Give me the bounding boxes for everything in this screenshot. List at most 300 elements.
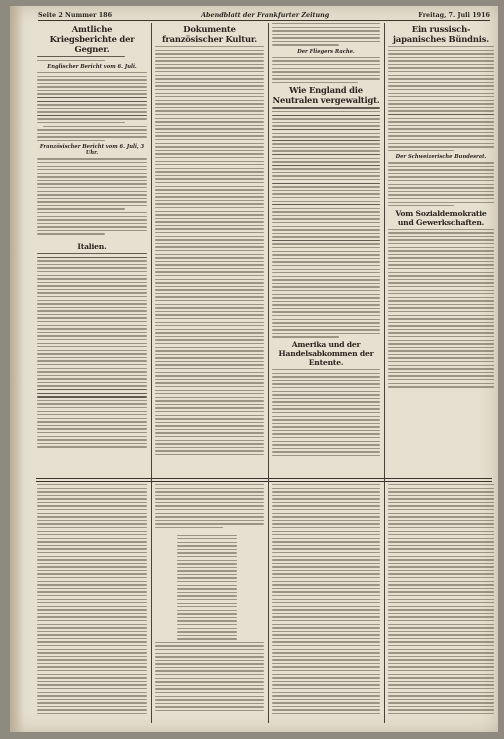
text-line	[388, 652, 494, 653]
text-line	[155, 368, 264, 369]
text-line	[155, 246, 264, 247]
text-line	[177, 560, 237, 561]
text-line	[37, 307, 147, 308]
text-line	[155, 495, 264, 496]
text-line	[155, 379, 264, 380]
text-line	[155, 168, 264, 169]
text-line	[177, 603, 237, 604]
text-line	[155, 228, 264, 229]
text-line	[177, 574, 237, 575]
text-line	[388, 383, 494, 384]
text-line	[388, 659, 494, 660]
text-line	[37, 520, 147, 521]
text-line	[388, 118, 494, 119]
feuilleton-rule	[36, 478, 492, 479]
text-line	[272, 186, 380, 187]
text-line	[272, 398, 380, 399]
text-line	[37, 609, 147, 610]
masthead: Abendblatt der Frankfurter Zeitung	[201, 10, 330, 19]
text-line	[388, 616, 494, 617]
text-line	[37, 219, 147, 220]
text-line	[37, 699, 147, 700]
text-line	[272, 627, 380, 628]
text-line	[388, 100, 494, 101]
text-line	[155, 516, 264, 517]
text-line	[388, 545, 494, 546]
text-line	[155, 286, 264, 287]
text-line	[155, 196, 264, 197]
text-line	[37, 72, 147, 73]
text-line	[272, 111, 380, 112]
text-line	[37, 439, 147, 440]
text-line	[37, 681, 147, 682]
text-line	[388, 340, 494, 341]
text-line	[388, 279, 494, 280]
text-line	[388, 372, 494, 373]
text-line	[272, 336, 339, 337]
text-line	[155, 211, 264, 212]
text-line	[37, 233, 105, 234]
text-line	[155, 157, 264, 158]
text-line	[155, 100, 264, 101]
text-line	[37, 79, 147, 80]
text-line	[388, 229, 494, 230]
text-line	[155, 200, 264, 201]
text-line	[388, 570, 494, 571]
text-line	[155, 505, 264, 506]
column-rule	[151, 23, 152, 723]
text-line	[388, 368, 494, 369]
text-line	[155, 57, 264, 58]
text-line	[272, 290, 380, 291]
text-line	[272, 588, 380, 589]
text-line	[388, 663, 494, 664]
text-line	[37, 432, 147, 433]
text-line	[37, 216, 147, 217]
text-line	[388, 103, 494, 104]
text-line	[37, 183, 147, 184]
text-line	[388, 169, 494, 170]
text-line	[272, 208, 380, 209]
text-line	[388, 588, 494, 589]
text-line	[37, 663, 147, 664]
text-line	[272, 383, 380, 384]
date: Freitag, 7. Juli 1916	[418, 10, 490, 19]
text-line	[37, 677, 147, 678]
text-line	[155, 523, 264, 524]
text-line	[37, 289, 147, 290]
text-line	[272, 154, 380, 155]
text-line	[388, 692, 494, 693]
text-line	[155, 135, 264, 136]
text-line	[37, 411, 147, 412]
text-line	[388, 268, 494, 269]
text-line	[37, 275, 147, 276]
text-line	[37, 325, 147, 326]
text-line	[155, 325, 264, 326]
text-line	[388, 613, 494, 614]
text-line	[388, 60, 494, 61]
text-line	[388, 135, 494, 136]
text-line	[155, 143, 264, 144]
text-line	[37, 385, 147, 386]
text-line	[388, 602, 494, 603]
text-line	[272, 663, 380, 664]
text-line	[272, 243, 380, 244]
text-line	[155, 311, 264, 312]
text-line	[155, 397, 264, 398]
col1-heading: Amtliche Kriegsberichte der Gegner.	[49, 24, 135, 54]
text-line	[272, 315, 380, 316]
text-line	[37, 198, 147, 199]
text-line	[388, 162, 494, 163]
text-line	[37, 613, 147, 614]
text-line	[388, 620, 494, 621]
text-line	[388, 205, 454, 206]
text-line	[37, 223, 147, 224]
text-line	[272, 599, 380, 600]
text-line	[272, 165, 380, 166]
text-line	[388, 523, 494, 524]
text-line	[37, 638, 147, 639]
text-line	[155, 404, 264, 405]
text-line	[388, 656, 494, 657]
text-line	[388, 559, 494, 560]
text-line	[388, 498, 494, 499]
text-line	[388, 666, 494, 667]
text-line	[272, 276, 380, 277]
text-line	[388, 365, 494, 366]
text-line	[37, 83, 147, 84]
col2-heading: Dokumente französischer Kultur.	[161, 24, 257, 44]
text-line	[272, 695, 380, 696]
text-line	[272, 34, 380, 35]
text-line	[388, 584, 494, 585]
text-line	[37, 645, 147, 646]
text-line	[388, 591, 494, 592]
text-line	[155, 132, 264, 133]
text-line	[388, 495, 494, 496]
text-line	[177, 567, 237, 568]
text-line	[37, 350, 147, 351]
text-line	[388, 329, 494, 330]
text-line	[272, 279, 380, 280]
text-line	[155, 343, 264, 344]
text-line	[37, 706, 147, 707]
text-line	[155, 706, 264, 707]
text-line	[37, 118, 147, 119]
text-line	[37, 620, 147, 621]
text-line	[177, 599, 237, 600]
text-line	[37, 321, 147, 322]
text-line	[37, 505, 147, 506]
text-line	[37, 339, 147, 340]
text-line	[37, 595, 147, 596]
text-line	[272, 193, 380, 194]
text-line	[272, 41, 380, 42]
text-line	[37, 191, 147, 192]
text-line	[388, 627, 494, 628]
text-line	[155, 667, 264, 668]
text-line	[37, 634, 147, 635]
text-line	[272, 419, 380, 420]
text-line	[272, 283, 380, 284]
text-line	[272, 30, 380, 31]
text-line	[388, 146, 494, 147]
text-line	[272, 183, 380, 184]
text-line	[155, 520, 264, 521]
text-line	[155, 436, 264, 437]
text-line	[388, 53, 494, 54]
text-line	[155, 60, 264, 61]
text-line	[388, 243, 494, 244]
text-line	[155, 71, 264, 72]
text-line	[272, 215, 380, 216]
text-line	[37, 656, 147, 657]
text-line	[155, 685, 264, 686]
text-line	[272, 254, 380, 255]
text-line	[37, 260, 147, 261]
text-line	[272, 229, 380, 230]
text-line	[388, 548, 494, 549]
text-line	[388, 516, 494, 517]
text-line	[272, 709, 380, 710]
text-line	[272, 326, 380, 327]
text-line	[37, 563, 147, 564]
text-line	[155, 670, 264, 671]
text-line	[388, 509, 494, 510]
text-line	[155, 400, 264, 401]
text-line	[272, 218, 380, 219]
text-line	[388, 78, 494, 79]
text-line	[272, 308, 380, 309]
text-line	[272, 706, 380, 707]
text-line	[272, 670, 380, 671]
text-line	[388, 202, 494, 203]
text-line	[388, 272, 494, 273]
text-line	[388, 176, 494, 177]
text-line	[272, 620, 380, 621]
text-line	[37, 371, 147, 372]
text-line	[388, 50, 494, 51]
text-line	[388, 332, 494, 333]
text-line	[37, 382, 147, 383]
text-line	[37, 230, 147, 231]
text-line	[37, 303, 147, 304]
text-line	[272, 433, 380, 434]
text-line	[37, 328, 147, 329]
text-line	[388, 354, 494, 355]
text-line	[37, 702, 147, 703]
text-line	[272, 416, 380, 417]
text-line	[272, 376, 380, 377]
text-line	[272, 387, 380, 388]
text-line	[272, 37, 380, 38]
text-line	[272, 301, 380, 302]
text-line	[272, 44, 339, 45]
text-line	[388, 71, 494, 72]
text-line	[155, 67, 264, 68]
text-line	[155, 118, 264, 119]
text-line	[388, 121, 494, 122]
article-body	[37, 56, 147, 448]
text-line	[388, 677, 494, 678]
text-line	[272, 57, 380, 58]
feuilleton-column-4	[388, 484, 494, 724]
text-line	[155, 660, 264, 661]
text-line	[272, 638, 380, 639]
text-line	[155, 64, 264, 65]
text-line	[155, 46, 264, 47]
text-line	[155, 488, 264, 489]
text-line	[272, 699, 380, 700]
text-line	[155, 429, 264, 430]
text-line	[272, 688, 380, 689]
text-line	[37, 393, 147, 394]
text-line	[388, 89, 494, 90]
subhead: Englischer Bericht vom 6. Juli.	[47, 63, 137, 70]
text-line	[272, 684, 380, 685]
text-line	[155, 347, 264, 348]
text-line	[388, 695, 494, 696]
text-line	[37, 674, 147, 675]
text-line	[37, 552, 147, 553]
text-line	[37, 122, 125, 123]
text-line	[272, 226, 380, 227]
text-line	[37, 495, 147, 496]
text-line	[37, 226, 147, 227]
text-line	[37, 502, 147, 503]
text-line	[37, 566, 147, 567]
text-line	[272, 448, 380, 449]
text-line	[37, 446, 147, 447]
text-line	[272, 265, 380, 266]
text-line	[155, 300, 264, 301]
text-line	[37, 300, 147, 301]
text-line	[388, 361, 494, 362]
text-line	[388, 709, 494, 710]
text-line	[272, 545, 380, 546]
text-line	[388, 502, 494, 503]
text-line	[388, 67, 494, 68]
column-4	[388, 23, 494, 475]
col1-heading-italien: Italien.	[77, 242, 107, 252]
text-line	[37, 692, 147, 693]
text-line	[37, 688, 147, 689]
text-line	[177, 556, 237, 557]
text-line	[37, 187, 147, 188]
text-line	[37, 584, 147, 585]
text-line	[37, 684, 147, 685]
text-line	[37, 695, 147, 696]
text-line	[272, 488, 380, 489]
text-line	[272, 677, 380, 678]
text-line	[388, 681, 494, 682]
text-line	[272, 71, 380, 72]
text-line	[37, 267, 147, 268]
text-line	[272, 401, 380, 402]
text-line	[155, 271, 264, 272]
text-line	[37, 670, 147, 671]
text-line	[37, 296, 147, 297]
text-line	[37, 581, 147, 582]
text-line	[272, 247, 380, 248]
text-line	[388, 96, 494, 97]
text-line	[272, 616, 380, 617]
text-line	[388, 239, 494, 240]
text-line	[272, 505, 380, 506]
text-line	[177, 617, 237, 618]
text-line	[37, 76, 147, 77]
text-line	[272, 659, 380, 660]
text-line	[272, 513, 380, 514]
text-line	[388, 286, 494, 287]
text-line	[155, 681, 264, 682]
text-line	[155, 688, 264, 689]
text-line	[37, 364, 147, 365]
text-line	[272, 78, 380, 79]
text-line	[37, 169, 147, 170]
text-line	[272, 430, 380, 431]
text-line	[37, 606, 147, 607]
text-line	[272, 311, 380, 312]
text-line	[388, 198, 494, 199]
text-line	[155, 425, 264, 426]
text-line	[388, 275, 494, 276]
text-line	[37, 531, 147, 532]
text-line	[388, 322, 494, 323]
text-line	[37, 418, 147, 419]
text-line	[37, 173, 147, 174]
text-line	[37, 577, 147, 578]
text-line	[37, 403, 147, 404]
text-line	[37, 666, 147, 667]
col3-heading: Wie England die Neutralen vergewaltigt.	[272, 85, 380, 106]
text-line	[155, 175, 264, 176]
text-line	[37, 421, 147, 422]
text-line	[177, 628, 237, 629]
text-line	[37, 335, 147, 336]
text-line	[37, 641, 147, 642]
text-line	[272, 423, 380, 424]
text-line	[37, 346, 147, 347]
text-line	[272, 261, 380, 262]
text-line	[272, 652, 380, 653]
text-line	[272, 60, 380, 61]
text-line	[177, 588, 237, 589]
text-line	[155, 164, 264, 165]
text-line	[388, 143, 494, 144]
text-line	[37, 136, 147, 137]
text-line	[155, 674, 264, 675]
text-line	[37, 166, 147, 167]
text-line	[388, 375, 494, 376]
text-line	[155, 171, 264, 172]
text-line	[388, 75, 494, 76]
text-line	[155, 354, 264, 355]
text-line	[272, 147, 380, 148]
text-line	[155, 332, 264, 333]
col3-heading-amerika: Amerika und der Handelsabkommen der Entente.	[278, 340, 374, 368]
text-line	[272, 541, 380, 542]
text-line	[272, 240, 380, 241]
text-line	[272, 222, 380, 223]
text-line	[155, 89, 264, 90]
text-line	[37, 360, 147, 361]
text-line	[388, 488, 494, 489]
text-line	[272, 702, 380, 703]
text-line	[155, 207, 264, 208]
